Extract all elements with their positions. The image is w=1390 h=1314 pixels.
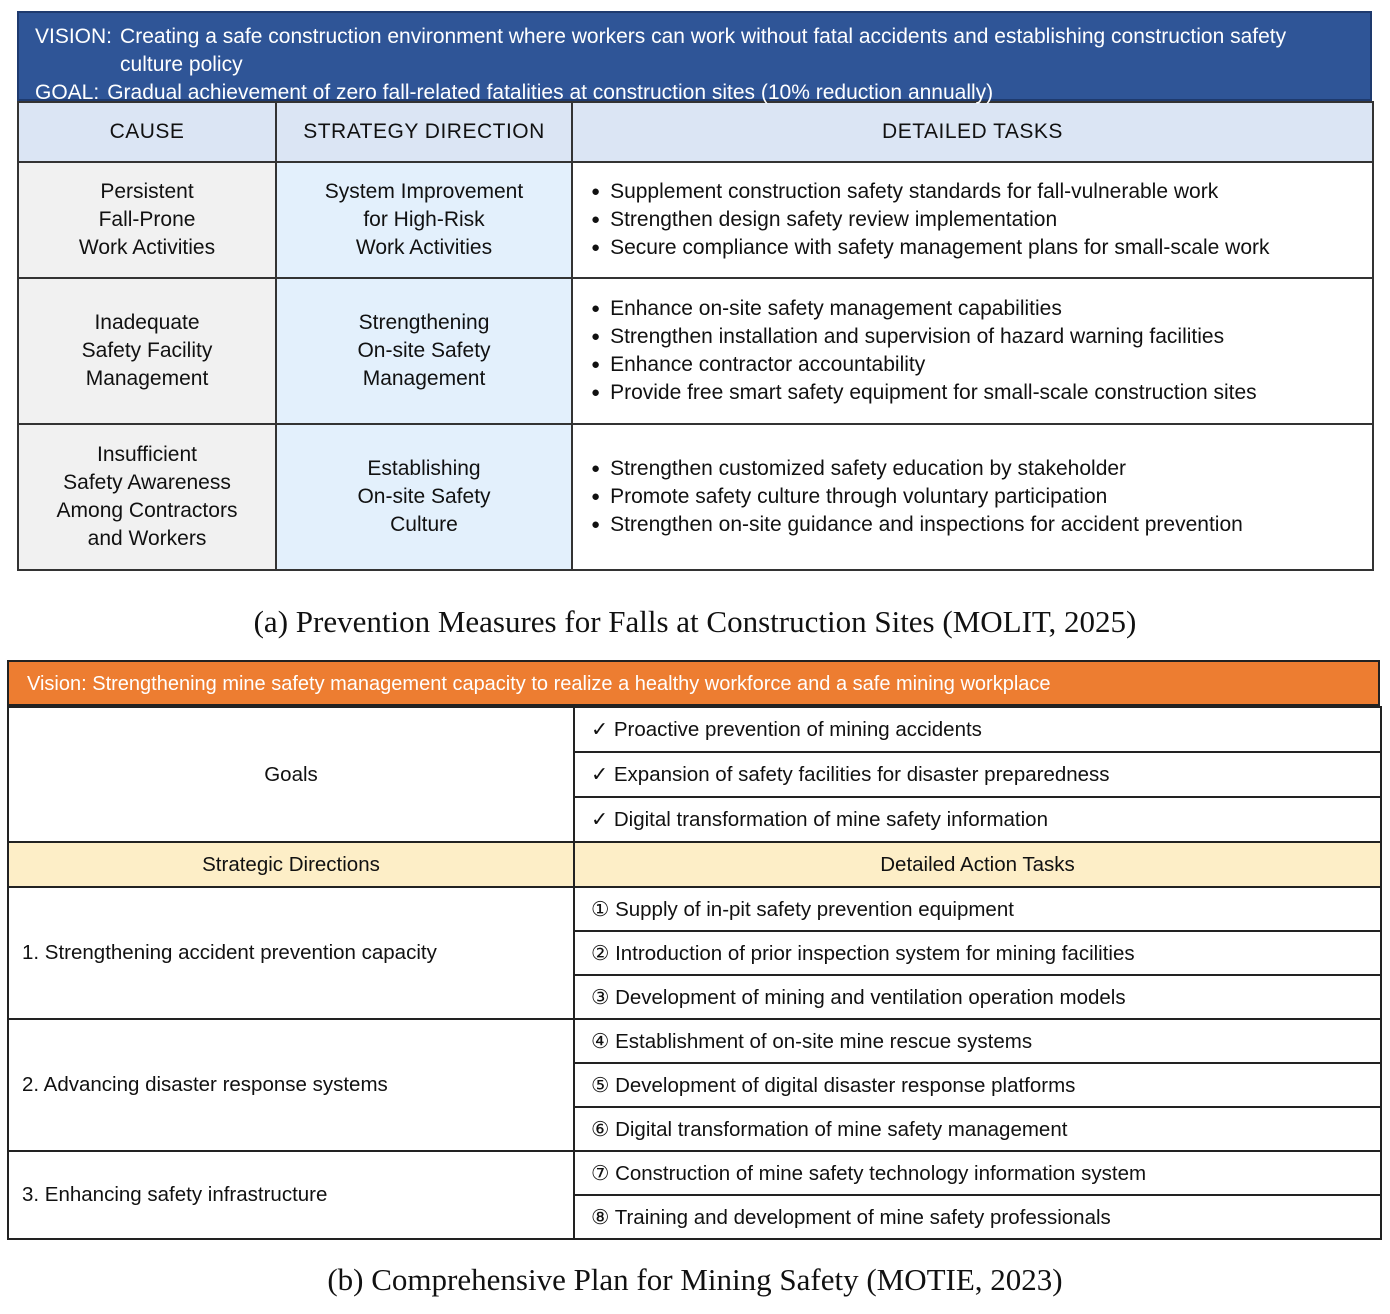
task-item: ● Enhance contractor accountability xyxy=(591,351,1371,379)
task-item: ● Provide free smart safety equipment for small-scale construction sites xyxy=(591,379,1371,407)
strategy-line: Strengthening xyxy=(358,311,490,334)
cause-cell xyxy=(18,162,276,278)
goal-row xyxy=(8,707,1381,752)
task-item: ● Promote safety culture through voluntary participation xyxy=(591,483,1371,511)
caption-b: (b) Comprehensive Plan for Mining Safety (MOTIE, 2023) xyxy=(327,1262,1063,1297)
cause-line: Among Contractors xyxy=(56,499,238,522)
cause-line: Work Activities xyxy=(78,236,216,259)
action-task: ⑧ Training and development of mine safety professionals xyxy=(574,1195,1381,1239)
goal-item: ✓ Proactive prevention of mining accidents xyxy=(574,707,1381,752)
header-cause: CAUSE xyxy=(18,102,276,162)
task-item: ● Strengthen on-site guidance and inspections for accident prevention xyxy=(591,511,1371,539)
tasks-cell xyxy=(572,424,1373,570)
task-item: ● Enhance on-site safety management capabilities xyxy=(591,295,1371,323)
header-strategy-direction: STRATEGY DIRECTION xyxy=(276,102,572,162)
task-item: ● Supplement construction safety standards for fall-vulnerable work xyxy=(591,178,1371,206)
direction-label: 3. Enhancing safety infrastructure xyxy=(8,1151,574,1239)
task-item: ● Secure compliance with safety management plans for small-scale work xyxy=(591,234,1371,262)
vision-banner: Vision: Strengthening mine safety management capacity to realize a healthy workforce and a safe mining workplace xyxy=(7,660,1380,706)
strategy-cell xyxy=(276,424,572,570)
direction-label: 1. Strengthening accident prevention capacity xyxy=(8,887,574,1019)
header-detailed-tasks: DETAILED TASKS xyxy=(572,102,1373,162)
action-task: ③ Development of mining and ventilation operation models xyxy=(574,975,1381,1019)
cause-line: and Workers xyxy=(87,527,207,550)
figure-a-construction-falls xyxy=(17,11,1372,571)
direction-label: 2. Advancing disaster response systems xyxy=(8,1019,574,1151)
table-row xyxy=(18,424,1373,570)
goal-item: ✓ Digital transformation of mine safety information xyxy=(574,797,1381,842)
goal-item: ✓ Expansion of safety facilities for disaster preparedness xyxy=(574,752,1381,797)
cause-line: Persistent xyxy=(100,180,194,203)
cause-line: Safety Awareness xyxy=(63,471,231,494)
strategy-cell xyxy=(276,162,572,278)
header-row xyxy=(8,842,1381,887)
strategy-line: Management xyxy=(362,367,486,390)
strategy-line: Culture xyxy=(390,513,458,536)
action-task: ① Supply of in-pit safety prevention equipment xyxy=(574,887,1381,931)
table-row xyxy=(8,1151,1381,1195)
tasks-cell xyxy=(572,278,1373,424)
action-task: ④ Establishment of on-site mine rescue systems xyxy=(574,1019,1381,1063)
figure-b-mining-safety xyxy=(7,660,1380,1240)
table-row xyxy=(18,278,1373,424)
strategy-cell xyxy=(276,278,572,424)
action-task: ⑦ Construction of mine safety technology information system xyxy=(574,1151,1381,1195)
action-task: ⑥ Digital transformation of mine safety management xyxy=(574,1107,1381,1151)
caption-a: (a) Prevention Measures for Falls at Construction Sites (MOLIT, 2025) xyxy=(253,604,1137,639)
vision-goal-banner xyxy=(17,11,1372,104)
strategy-line: Establishing xyxy=(367,457,481,480)
action-task: ⑤ Development of digital disaster response platforms xyxy=(574,1063,1381,1107)
action-task: ② Introduction of prior inspection system for mining facilities xyxy=(574,931,1381,975)
header-strategic-directions: Strategic Directions xyxy=(8,842,574,887)
strategy-line: Work Activities xyxy=(355,236,493,259)
cause-line: Inadequate xyxy=(94,311,200,334)
goals-label: Goals xyxy=(8,707,574,842)
tasks-cell xyxy=(572,162,1373,278)
task-item: ● Strengthen installation and supervision of hazard warning facilities xyxy=(591,323,1371,351)
header-detailed-action-tasks: Detailed Action Tasks xyxy=(574,842,1381,887)
cause-cell xyxy=(18,424,276,570)
cause-line: Management xyxy=(85,367,209,390)
strategy-line: System Improvement xyxy=(324,180,524,203)
task-item: ● Strengthen customized safety education by stakeholder xyxy=(591,455,1371,483)
table-row xyxy=(8,1019,1381,1063)
falls-measures-table xyxy=(17,101,1374,571)
strategy-line: On-site Safety xyxy=(357,339,491,362)
vision-text: Creating a safe construction environment where workers can work without fatal accidents and establishing construction safety culture policy xyxy=(120,25,1287,76)
table-row xyxy=(8,887,1381,931)
cause-cell xyxy=(18,278,276,424)
cause-line: Safety Facility xyxy=(81,339,213,362)
table-row xyxy=(18,162,1373,278)
strategy-line: On-site Safety xyxy=(357,485,491,508)
cause-line: Insufficient xyxy=(96,443,197,466)
goal-label: GOAL: xyxy=(35,81,100,104)
strategy-line: for High-Risk xyxy=(363,208,485,231)
task-item: ● Strengthen design safety review implementation xyxy=(591,206,1371,234)
goal-text: Gradual achievement of zero fall-related fatalities at construction sites (10% reduction annually) xyxy=(107,81,994,104)
vision-label: VISION: xyxy=(35,25,113,48)
cause-line: Fall-Prone xyxy=(98,208,196,231)
mining-plan-table xyxy=(7,706,1382,1240)
